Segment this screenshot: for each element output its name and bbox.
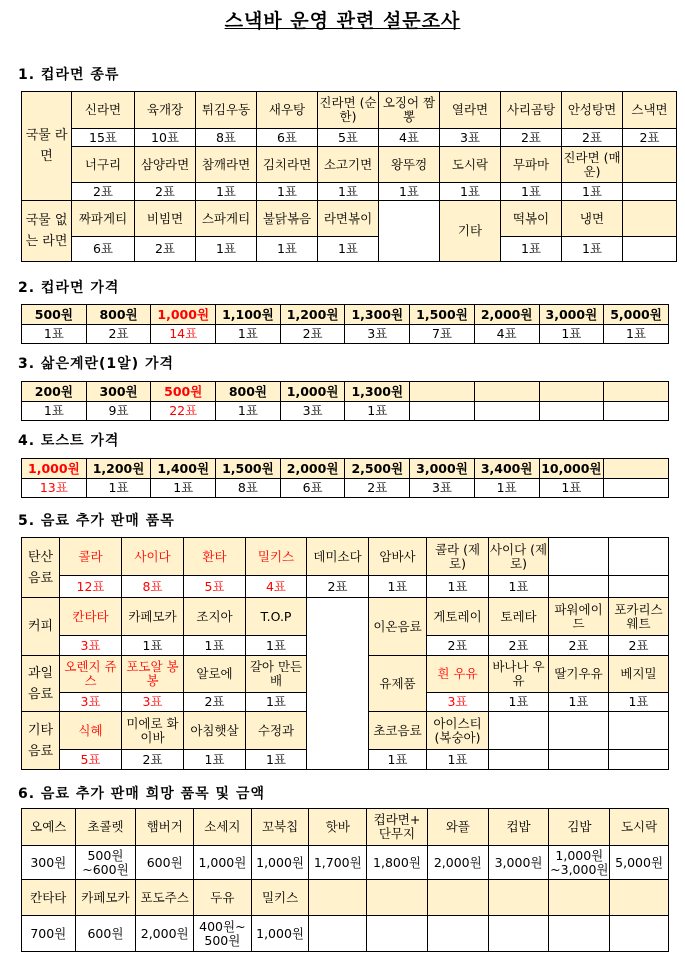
- empty-cell: [309, 880, 367, 916]
- ramen-price-table: [21, 304, 669, 344]
- drink-name: 암바사: [369, 538, 427, 576]
- price-header: 1,100원: [216, 305, 281, 325]
- vote-count: 9표: [86, 402, 151, 421]
- drink-name: 카페모카: [122, 598, 184, 636]
- drink-name: 딸기우유: [549, 656, 609, 693]
- drink-name: 밀키스: [246, 538, 307, 576]
- vote-count: 1표: [539, 325, 604, 344]
- section2-heading: 2. 컵라면 가격: [18, 280, 120, 296]
- vote-count: 8표: [216, 479, 281, 498]
- price-header: 1,300원: [345, 305, 410, 325]
- price-header-top: 1,000원: [22, 459, 87, 479]
- vote-count: 2표: [345, 479, 410, 498]
- section6-heading: 6. 음료 추가 판매 희망 품목 및 금액: [18, 786, 265, 802]
- vote-count: 3표: [60, 693, 122, 712]
- vote-count: 2표: [72, 183, 135, 201]
- ramen-name: 라면볶이: [318, 201, 379, 237]
- vote-count: 1표: [246, 693, 307, 712]
- vote-count-top: 13표: [22, 479, 87, 498]
- vote-count: 8표: [196, 129, 257, 147]
- desired-items-table: [21, 808, 669, 952]
- item-name: 꼬북칩: [251, 809, 309, 846]
- vote-count: 1표: [539, 479, 604, 498]
- empty-cell: [410, 382, 475, 402]
- vote-count: 4표: [474, 325, 539, 344]
- vote-count: 3표: [280, 402, 345, 421]
- drink-name: 바나나 우유: [489, 656, 549, 693]
- drink-name: 갈아 만든 배: [246, 656, 307, 693]
- vote-count: 2표: [427, 636, 489, 656]
- empty-cell: [367, 916, 428, 952]
- ramen-name: 참깨라면: [196, 147, 257, 183]
- vote-count: 5표: [184, 576, 246, 598]
- item-name: 소세지: [194, 809, 252, 846]
- empty-cell: [604, 459, 669, 479]
- empty-cell: [623, 201, 677, 237]
- empty-cell: [549, 916, 610, 952]
- empty-cell: [474, 402, 539, 421]
- category-etc-drink: 기타 음료: [22, 712, 60, 770]
- item-name: 밀키스: [251, 880, 309, 916]
- price-header: 200원: [22, 382, 87, 402]
- empty-cell: [549, 576, 609, 598]
- drink-name: 게토레이: [427, 598, 489, 636]
- vote-count: 1표: [609, 693, 669, 712]
- price-header: 2,000원: [474, 305, 539, 325]
- empty-cell: [309, 916, 367, 952]
- price-header: 10,000원: [539, 459, 604, 479]
- item-name: 햄버거: [136, 809, 194, 846]
- vote-count: 1표: [257, 183, 318, 201]
- drink-name: 콜라 (제로): [427, 538, 489, 576]
- empty-cell: [609, 576, 669, 598]
- drink-name: 오렌지 쥬스: [60, 656, 122, 693]
- vote-count: 1표: [369, 576, 427, 598]
- item-name: 카페모카: [75, 880, 136, 916]
- ramen-name: 삼양라면: [135, 147, 196, 183]
- vote-count: 3표: [60, 636, 122, 656]
- vote-count: 3표: [410, 479, 475, 498]
- vote-count: 1표: [196, 237, 257, 262]
- ramen-name: 진라면 (매운): [562, 147, 623, 183]
- vote-count: 1표: [440, 183, 501, 201]
- category-milk: 유제품: [369, 656, 427, 712]
- item-name: 컵라면+ 단무지: [367, 809, 428, 846]
- empty-cell: [489, 712, 549, 750]
- item-name: 포도주스: [136, 880, 194, 916]
- empty-cell: [379, 201, 440, 262]
- ramen-votes-2: [22, 183, 677, 201]
- ramen-row-1: [22, 92, 677, 129]
- price-header: 5,000원: [604, 305, 669, 325]
- ramen-type-table: [21, 91, 677, 262]
- item-price: 2,000원: [136, 916, 194, 952]
- vote-count: 1표: [345, 402, 410, 421]
- vote-count: 1표: [369, 750, 427, 770]
- price-header: 1,400원: [151, 459, 216, 479]
- empty-cell: [539, 402, 604, 421]
- ramen-name: 스낵면: [623, 92, 677, 129]
- item-name: 핫바: [309, 809, 367, 846]
- ramen-name: 새우탕: [257, 92, 318, 129]
- vote-count: 4표: [246, 576, 307, 598]
- item-name: 두유: [194, 880, 252, 916]
- item-price: 1,000원: [194, 846, 252, 880]
- vote-count: 1표: [22, 402, 87, 421]
- price-header: 800원: [216, 382, 281, 402]
- drink-name: 포도알 봉봉: [122, 656, 184, 693]
- price-header: 1,500원: [410, 305, 475, 325]
- item-name: 초콜렛: [75, 809, 136, 846]
- drink-name: 아침햇살: [184, 712, 246, 750]
- category-coffee: 커피: [22, 598, 60, 656]
- vote-count: 6표: [280, 479, 345, 498]
- dry-ramen-votes: [22, 237, 677, 262]
- vote-count: 1표: [501, 183, 562, 201]
- vote-count: 1표: [501, 237, 562, 262]
- empty-cell: [604, 479, 669, 498]
- empty-cell: [623, 183, 677, 201]
- drink-name: 초코음료: [369, 712, 427, 750]
- category-ion: 이온음료: [369, 598, 427, 656]
- drink-name: 아이스티 (복숭아): [427, 712, 489, 750]
- ramen-name: 짜파게티: [72, 201, 135, 237]
- drink-name: T.O.P: [246, 598, 307, 636]
- item-name: 도시락: [610, 809, 669, 846]
- vote-count: 1표: [184, 636, 246, 656]
- drink-name: 칸타타: [60, 598, 122, 636]
- price-header: 1,500원: [216, 459, 281, 479]
- drink-name: 조지아: [184, 598, 246, 636]
- drink-name: 흰 우유: [427, 656, 489, 693]
- ramen-name: 육개장: [135, 92, 196, 129]
- vote-count: 12표: [60, 576, 122, 598]
- category-dry-ramen: 국물 없는 라면: [22, 201, 72, 262]
- vote-count: 1표: [604, 325, 669, 344]
- vote-count: 2표: [307, 576, 369, 598]
- price-header: 500원: [22, 305, 87, 325]
- item-price: 1,000원: [251, 916, 309, 952]
- item-price: 600원: [75, 916, 136, 952]
- ramen-name: 무파마: [501, 147, 562, 183]
- vote-count: 1표: [474, 479, 539, 498]
- price-header: 2,500원: [345, 459, 410, 479]
- empty-cell: [410, 402, 475, 421]
- vote-count: 2표: [549, 636, 609, 656]
- vote-count: 8표: [122, 576, 184, 598]
- price-header: 3,000원: [539, 305, 604, 325]
- vote-count: 1표: [562, 237, 623, 262]
- drink-name: 사이다: [122, 538, 184, 576]
- drink-name: 사이다 (제로): [489, 538, 549, 576]
- empty-cell: [367, 880, 428, 916]
- empty-cell: [549, 750, 609, 770]
- vote-count: 2표: [609, 636, 669, 656]
- vote-count: 2표: [623, 129, 677, 147]
- vote-count: 1표: [489, 576, 549, 598]
- item-price: 1,800원: [367, 846, 428, 880]
- item-price: 1,000원: [251, 846, 309, 880]
- vote-count: 7표: [410, 325, 475, 344]
- empty-cell: [549, 880, 610, 916]
- egg-price-table: [21, 381, 669, 421]
- toast-price-table: [21, 458, 669, 498]
- ramen-name: 튀김우동: [196, 92, 257, 129]
- vote-count: 1표: [257, 237, 318, 262]
- drink-name: 수정과: [246, 712, 307, 750]
- price-header: 3,000원: [410, 459, 475, 479]
- vote-count: 5표: [60, 750, 122, 770]
- empty-cell: [604, 382, 669, 402]
- vote-count: 6표: [257, 129, 318, 147]
- vote-count: 3표: [345, 325, 410, 344]
- empty-cell: [609, 712, 669, 750]
- drink-name: 콜라: [60, 538, 122, 576]
- drink-name: 환타: [184, 538, 246, 576]
- price-header: 300원: [86, 382, 151, 402]
- item-name: 칸타타: [22, 880, 76, 916]
- vote-count: 1표: [122, 636, 184, 656]
- vote-count: 1표: [427, 750, 489, 770]
- vote-count: 1표: [427, 576, 489, 598]
- vote-count: 1표: [562, 183, 623, 201]
- vote-count: 6표: [72, 237, 135, 262]
- section3-heading: 3. 삶은계란(1알) 가격: [18, 356, 175, 372]
- ramen-name: 스파게티: [196, 201, 257, 237]
- ramen-name: 진라면 (순한): [318, 92, 379, 129]
- page-title: 스낵바 운영 관련 설문조사: [224, 10, 461, 32]
- vote-count: 2표: [135, 183, 196, 201]
- vote-count: 1표: [22, 325, 87, 344]
- item-price: 300원: [22, 846, 76, 880]
- drink-name: 토레타: [489, 598, 549, 636]
- vote-count-top: 22표: [151, 402, 216, 421]
- ramen-row-2: [22, 147, 677, 183]
- vote-count: 1표: [489, 693, 549, 712]
- vote-count: 1표: [151, 479, 216, 498]
- price-header-top: 1,000원: [151, 305, 216, 325]
- drink-name: 식혜: [60, 712, 122, 750]
- item-price: 600원: [136, 846, 194, 880]
- vote-count: 2표: [135, 237, 196, 262]
- empty-cell: [610, 916, 669, 952]
- ramen-name: 냉면: [562, 201, 623, 237]
- empty-cell: [489, 750, 549, 770]
- vote-count: 2표: [86, 325, 151, 344]
- price-header: 1,300원: [345, 382, 410, 402]
- price-header: 3,400원: [474, 459, 539, 479]
- vote-count: 1표: [184, 750, 246, 770]
- ramen-name: 도시락: [440, 147, 501, 183]
- category-soda: 탄산 음료: [22, 538, 60, 598]
- price-header: 1,200원: [280, 305, 345, 325]
- vote-count: 5표: [318, 129, 379, 147]
- vote-count: 3표: [122, 693, 184, 712]
- dry-ramen-row: [22, 201, 677, 237]
- empty-cell: [539, 382, 604, 402]
- item-price: 500원 ~600원: [75, 846, 136, 880]
- vote-count: 3표: [427, 693, 489, 712]
- drink-name: 파워에이드: [549, 598, 609, 636]
- empty-cell: [549, 712, 609, 750]
- empty-cell: [609, 750, 669, 770]
- item-price: 700원: [22, 916, 76, 952]
- vote-count: 1표: [246, 750, 307, 770]
- vote-count: 1표: [246, 636, 307, 656]
- vote-count: 1표: [379, 183, 440, 201]
- item-name: 와플: [427, 809, 488, 846]
- empty-cell: [604, 402, 669, 421]
- vote-count: 2표: [122, 750, 184, 770]
- item-price: 1,700원: [309, 846, 367, 880]
- vote-count: 10표: [135, 129, 196, 147]
- price-header: 1,000원: [280, 382, 345, 402]
- drink-name: 포카리스웨트: [609, 598, 669, 636]
- ramen-name: 열라면: [440, 92, 501, 129]
- item-name: 컵밥: [488, 809, 549, 846]
- drink-name: 미에로 화이바: [122, 712, 184, 750]
- vote-count: 2표: [184, 693, 246, 712]
- ramen-name: 왕뚜껑: [379, 147, 440, 183]
- empty-cell: [610, 880, 669, 916]
- vote-count-top: 14표: [151, 325, 216, 344]
- empty-cell: [623, 237, 677, 262]
- drink-name: 데미소다: [307, 538, 369, 576]
- ramen-votes-1: [22, 129, 677, 147]
- vote-count: 15표: [72, 129, 135, 147]
- item-price: 2,000원: [427, 846, 488, 880]
- empty-cell: [307, 598, 369, 770]
- vote-count: 1표: [318, 237, 379, 262]
- vote-count: 1표: [196, 183, 257, 201]
- drink-name: 베지밀: [609, 656, 669, 693]
- ramen-name: 비빔면: [135, 201, 196, 237]
- vote-count: 1표: [216, 325, 281, 344]
- ramen-name: 불닭볶음: [257, 201, 318, 237]
- ramen-name: 소고기면: [318, 147, 379, 183]
- category-etc: 기타: [440, 201, 501, 262]
- vote-count: 2표: [562, 129, 623, 147]
- vote-count: 1표: [549, 693, 609, 712]
- item-name: 김밥: [549, 809, 610, 846]
- category-fruit: 과일 음료: [22, 656, 60, 712]
- empty-cell: [623, 147, 677, 183]
- empty-cell: [474, 382, 539, 402]
- ramen-name: 오징어 짬뽕: [379, 92, 440, 129]
- price-header-top: 500원: [151, 382, 216, 402]
- ramen-name: 김치라면: [257, 147, 318, 183]
- drink-items-table: [21, 537, 669, 770]
- item-price: 1,000원 ~3,000원: [549, 846, 610, 880]
- empty-cell: [488, 916, 549, 952]
- ramen-name: 떡볶이: [501, 201, 562, 237]
- section4-heading: 4. 토스트 가격: [18, 433, 120, 449]
- empty-cell: [488, 880, 549, 916]
- empty-cell: [427, 916, 488, 952]
- item-name: 오예스: [22, 809, 76, 846]
- empty-cell: [609, 538, 669, 576]
- vote-count: 2표: [489, 636, 549, 656]
- item-price: 3,000원: [488, 846, 549, 880]
- ramen-name: 안성탕면: [562, 92, 623, 129]
- item-price: 5,000원: [610, 846, 669, 880]
- vote-count: 3표: [440, 129, 501, 147]
- ramen-name: 사리곰탕: [501, 92, 562, 129]
- item-price: 400원~ 500원: [194, 916, 252, 952]
- empty-cell: [549, 538, 609, 576]
- ramen-name: 너구리: [72, 147, 135, 183]
- vote-count: 1표: [318, 183, 379, 201]
- vote-count: 1표: [86, 479, 151, 498]
- ramen-name: 신라면: [72, 92, 135, 129]
- vote-count: 4표: [379, 129, 440, 147]
- category-soup-ramen: 국물 라면: [22, 92, 72, 201]
- section1-heading: 1. 컵라면 종류: [18, 67, 120, 83]
- vote-count: 1표: [216, 402, 281, 421]
- price-header: 800원: [86, 305, 151, 325]
- section5-heading: 5. 음료 추가 판매 품목: [18, 513, 175, 529]
- price-header: 2,000원: [280, 459, 345, 479]
- price-header: 1,200원: [86, 459, 151, 479]
- empty-cell: [427, 880, 488, 916]
- vote-count: 2표: [501, 129, 562, 147]
- vote-count: 2표: [280, 325, 345, 344]
- drink-name: 알로에: [184, 656, 246, 693]
